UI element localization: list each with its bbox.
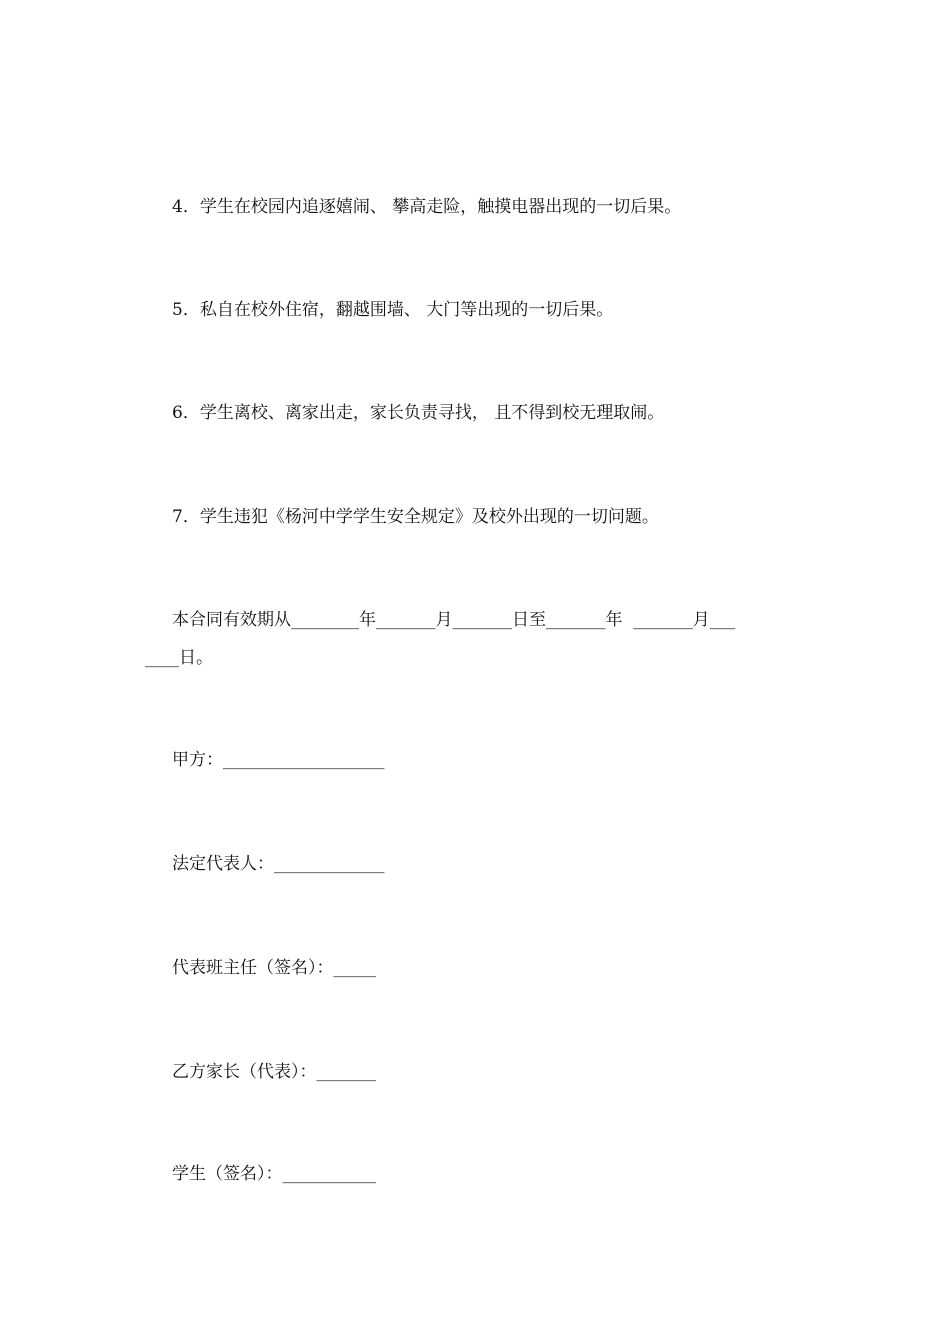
student-signature: 学生（签名）：___________: [172, 1164, 376, 1184]
legal-representative-signature: 法定代表人：_____________: [172, 854, 385, 874]
clause-5: 5．私自在校外住宿，翻越围墙、 大门等出现的一切后果。: [172, 300, 614, 320]
clause-4: 4．学生在校园内追逐嬉闹、 攀高走险，触摸电器出现的一切后果。: [172, 197, 682, 217]
party-b-parent-signature: 乙方家长（代表）：_______: [172, 1062, 376, 1082]
validity-period-continuation: ____日。: [145, 648, 213, 668]
clause-7: 7．学生违犯《杨河中学学生安全规定》及校外出现的一切问题。: [172, 507, 659, 527]
party-a-signature: 甲方：___________________: [172, 750, 385, 770]
head-teacher-signature: 代表班主任（签名）：_____: [172, 958, 376, 978]
clause-6: 6．学生离校、离家出走，家长负责寻找， 且不得到校无理取闹。: [172, 403, 665, 423]
validity-period-line: 本合同有效期从________年_______月_______日至_______年 _______月___: [172, 610, 736, 630]
